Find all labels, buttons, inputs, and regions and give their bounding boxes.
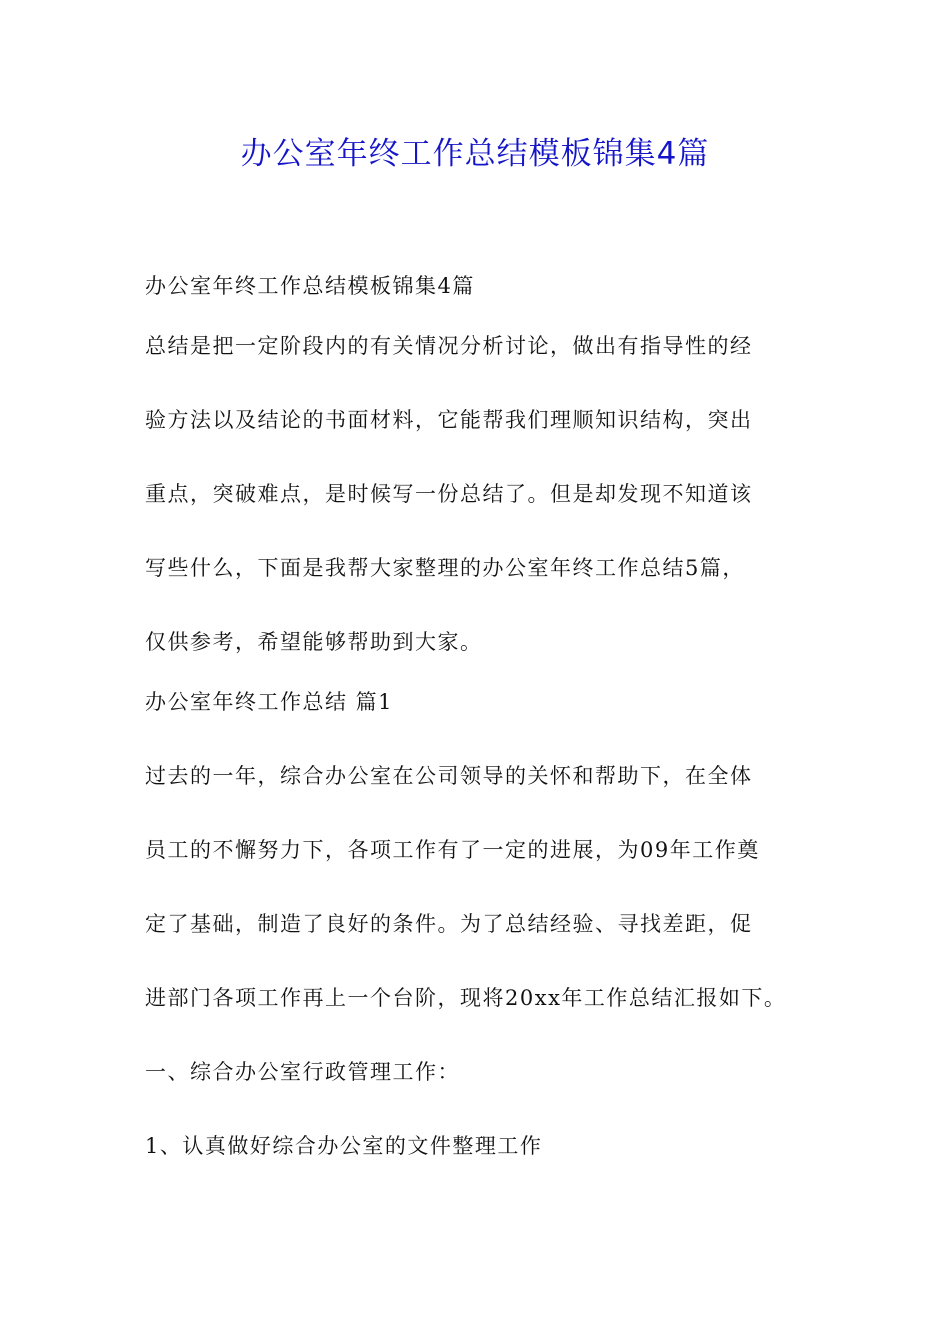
paragraph-line: 写些什么，下面是我帮大家整理的办公室年终工作总结5篇， bbox=[145, 556, 745, 580]
document-title: 办公室年终工作总结模板锦集4篇 bbox=[240, 136, 710, 172]
paragraph-line: 过去的一年，综合办公室在公司领导的关怀和帮助下，在全体 bbox=[145, 764, 753, 788]
paragraph-line: 重点，突破难点，是时候写一份总结了。但是却发现不知道该 bbox=[145, 482, 753, 506]
document-body bbox=[145, 260, 813, 1194]
paragraph-line: 员工的不懈努力下，各项工作有了一定的进展，为09年工作奠 bbox=[145, 838, 760, 862]
paragraph-line: 总结是把一定阶段内的有关情况分析讨论，做出有指导性的经 bbox=[145, 334, 753, 358]
list-item: 1、认真做好综合办公室的文件整理工作 bbox=[145, 1134, 543, 1158]
paragraph-line: 定了基础，制造了良好的条件。为了总结经验、寻找差距，促 bbox=[145, 912, 753, 936]
subsection-heading: 一、综合办公室行政管理工作： bbox=[145, 1060, 460, 1084]
paragraph-line: 验方法以及结论的书面材料，它能帮我们理顺知识结构，突出 bbox=[145, 408, 753, 432]
subtitle-line: 办公室年终工作总结模板锦集4篇 bbox=[145, 274, 475, 298]
section-heading: 办公室年终工作总结 篇1 bbox=[145, 690, 394, 714]
paragraph-line: 进部门各项工作再上一个台阶，现将20xx年工作总结汇报如下。 bbox=[145, 986, 787, 1010]
paragraph-line: 仅供参考，希望能够帮助到大家。 bbox=[145, 630, 483, 654]
